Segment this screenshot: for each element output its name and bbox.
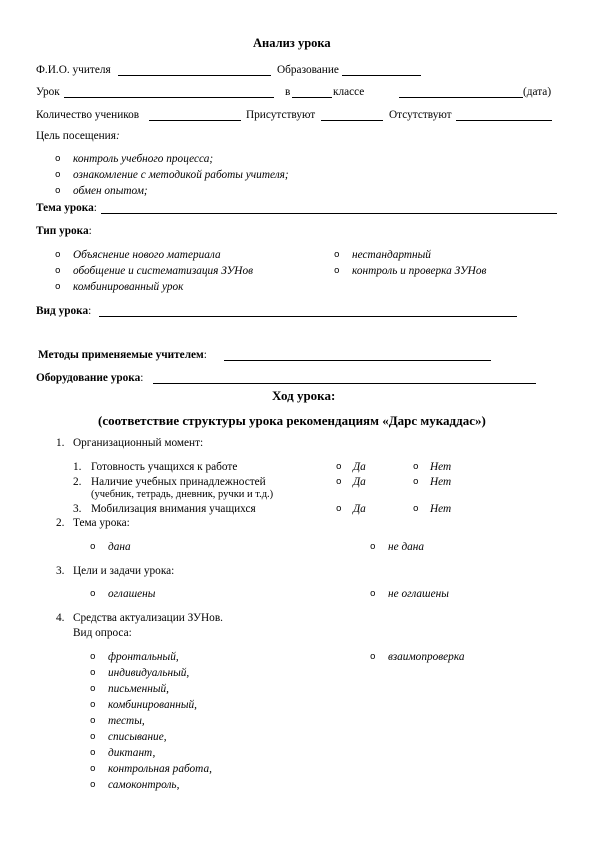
purpose-item-3: обмен опытом;: [73, 185, 148, 197]
s2-given-label: дана: [108, 541, 131, 553]
type-item-generalization: обобщение и систематизация ЗУНов: [73, 265, 254, 277]
type-item-new-material: Объяснение нового материала: [73, 249, 221, 261]
in-label: в: [285, 86, 291, 98]
class-label: классе: [333, 86, 365, 98]
s1-item-3-no-radio[interactable]: o: [413, 504, 419, 514]
s1-item-1-no-radio[interactable]: o: [413, 462, 419, 472]
s1-item-2-text2: (учебник, тетрадь, дневник, ручки и т.д.): [91, 489, 274, 500]
present-label: Присутствуют: [246, 109, 316, 121]
s1-item-3-text: Мобилизация внимания учащихся: [91, 503, 256, 515]
section-3-title: Цели и задачи урока:: [73, 565, 175, 577]
students-field[interactable]: [149, 120, 241, 121]
s4-checkbox-4[interactable]: o: [90, 700, 96, 710]
section-3-number: 3.: [56, 565, 65, 577]
s2-not-given-label: не дана: [388, 541, 425, 553]
date-field[interactable]: [399, 97, 523, 98]
type-checkbox-new-material[interactable]: o: [55, 250, 61, 260]
absent-label: Отсутствуют: [389, 109, 452, 121]
type-checkbox-nonstandard[interactable]: o: [334, 250, 340, 260]
s4-checkbox-6[interactable]: o: [90, 732, 96, 742]
section-2-title: Тема урока:: [73, 517, 130, 529]
present-field[interactable]: [321, 120, 383, 121]
page-title: Анализ урока: [253, 36, 331, 50]
s1-item-3-number: 3.: [73, 503, 82, 515]
lesson-field[interactable]: [64, 97, 274, 98]
s3-not-announced-label: не оглашены: [388, 588, 449, 600]
s1-item-1-no-label: Нет: [430, 461, 452, 473]
purpose-checkbox-3[interactable]: o: [55, 186, 61, 196]
s1-item-1-text: Готовность учащихся к работе: [91, 461, 238, 473]
type-item-combined: комбинированный урок: [73, 281, 184, 293]
s1-item-2-no-radio[interactable]: o: [413, 477, 419, 487]
section-2-number: 2.: [56, 517, 65, 529]
s4-checkbox-2[interactable]: o: [90, 668, 96, 678]
s4-item-3: письменный,: [108, 683, 170, 695]
s4-item-2: индивидуальный,: [108, 667, 190, 679]
s3-not-announced-radio[interactable]: o: [370, 589, 376, 599]
s4-checkbox-5[interactable]: o: [90, 716, 96, 726]
section-4-title: Средства актуализации ЗУНов.: [73, 612, 223, 624]
purpose-label: Цель посещения:: [36, 130, 120, 142]
class-field[interactable]: [292, 97, 332, 98]
course-subtitle: (соответствие структуры урока рекомендациям «Дарс мукаддас»): [98, 413, 486, 428]
education-label: Образование: [277, 64, 339, 76]
section-1-number: 1.: [56, 437, 65, 449]
purpose-item-1: контроль учебного процесса;: [73, 153, 214, 165]
methods-label: Методы применяемые учителем:: [38, 349, 207, 361]
s4-item-6: списывание,: [108, 731, 167, 743]
section-4-subtitle: Вид опроса:: [73, 627, 132, 639]
s4-item-4: комбинированный,: [108, 699, 197, 711]
s4-item-5: тесты,: [108, 715, 145, 727]
lesson-label: Урок: [36, 86, 60, 98]
s1-item-2-yes-radio[interactable]: o: [336, 477, 342, 487]
s4-item-1: фронтальный,: [108, 651, 179, 663]
fio-label: Ф.И.О. учителя: [36, 64, 111, 76]
s1-item-3-yes-radio[interactable]: o: [336, 504, 342, 514]
section-4-number: 4.: [56, 612, 65, 624]
equipment-label: Оборудование урока:: [36, 372, 144, 384]
students-label: Количество учеников: [36, 109, 140, 121]
s3-announced-label: оглашены: [108, 588, 156, 600]
fio-field[interactable]: [118, 75, 271, 76]
s3-announced-radio[interactable]: o: [90, 589, 96, 599]
s4-item-peer-review: взаимопроверка: [388, 651, 465, 663]
s1-item-1-number: 1.: [73, 461, 82, 473]
purpose-checkbox-2[interactable]: o: [55, 170, 61, 180]
s1-item-3-no-label: Нет: [430, 503, 452, 515]
s1-item-2-yes-label: Да: [353, 476, 366, 488]
type-checkbox-control[interactable]: o: [334, 266, 340, 276]
s4-checkbox-3[interactable]: o: [90, 684, 96, 694]
s4-checkbox-1[interactable]: o: [90, 652, 96, 662]
s4-item-9: самоконтроль,: [108, 779, 180, 791]
s1-item-2-text: Наличие учебных принадлежностей: [91, 476, 266, 488]
s2-not-given-radio[interactable]: o: [370, 542, 376, 552]
purpose-checkbox-1[interactable]: o: [55, 154, 61, 164]
section-1-title: Организационный момент:: [73, 437, 204, 449]
s4-checkbox-9[interactable]: o: [90, 780, 96, 790]
equipment-field[interactable]: [153, 383, 536, 384]
s4-item-7: диктант,: [108, 747, 156, 759]
date-label: (дата): [523, 86, 552, 98]
kind-field[interactable]: [99, 316, 517, 317]
s4-checkbox-7[interactable]: o: [90, 748, 96, 758]
s4-checkbox-peer-review[interactable]: o: [370, 652, 376, 662]
purpose-item-2: ознакомление с методикой работы учителя;: [73, 169, 289, 181]
lesson-type-label: Тип урока:: [36, 225, 92, 237]
s1-item-3-yes-label: Да: [353, 503, 366, 515]
topic-label: Тема урока:: [36, 202, 97, 214]
s4-checkbox-8[interactable]: o: [90, 764, 96, 774]
s1-item-1-yes-label: Да: [353, 461, 366, 473]
type-item-nonstandard: нестандартный: [352, 249, 431, 261]
absent-field[interactable]: [456, 120, 552, 121]
s1-item-1-yes-radio[interactable]: o: [336, 462, 342, 472]
methods-field[interactable]: [224, 360, 491, 361]
s1-item-2-number: 2.: [73, 476, 82, 488]
topic-field[interactable]: [101, 213, 557, 214]
course-title: Ход урока:: [272, 388, 336, 403]
s4-item-8: контрольная работа,: [108, 763, 212, 775]
s2-given-radio[interactable]: o: [90, 542, 96, 552]
education-field[interactable]: [342, 75, 421, 76]
s1-item-2-no-label: Нет: [430, 476, 452, 488]
type-checkbox-generalization[interactable]: o: [55, 266, 61, 276]
type-item-control: контроль и проверка ЗУНов: [352, 265, 487, 277]
kind-label: Вид урока:: [36, 305, 92, 317]
type-checkbox-combined[interactable]: o: [55, 282, 61, 292]
